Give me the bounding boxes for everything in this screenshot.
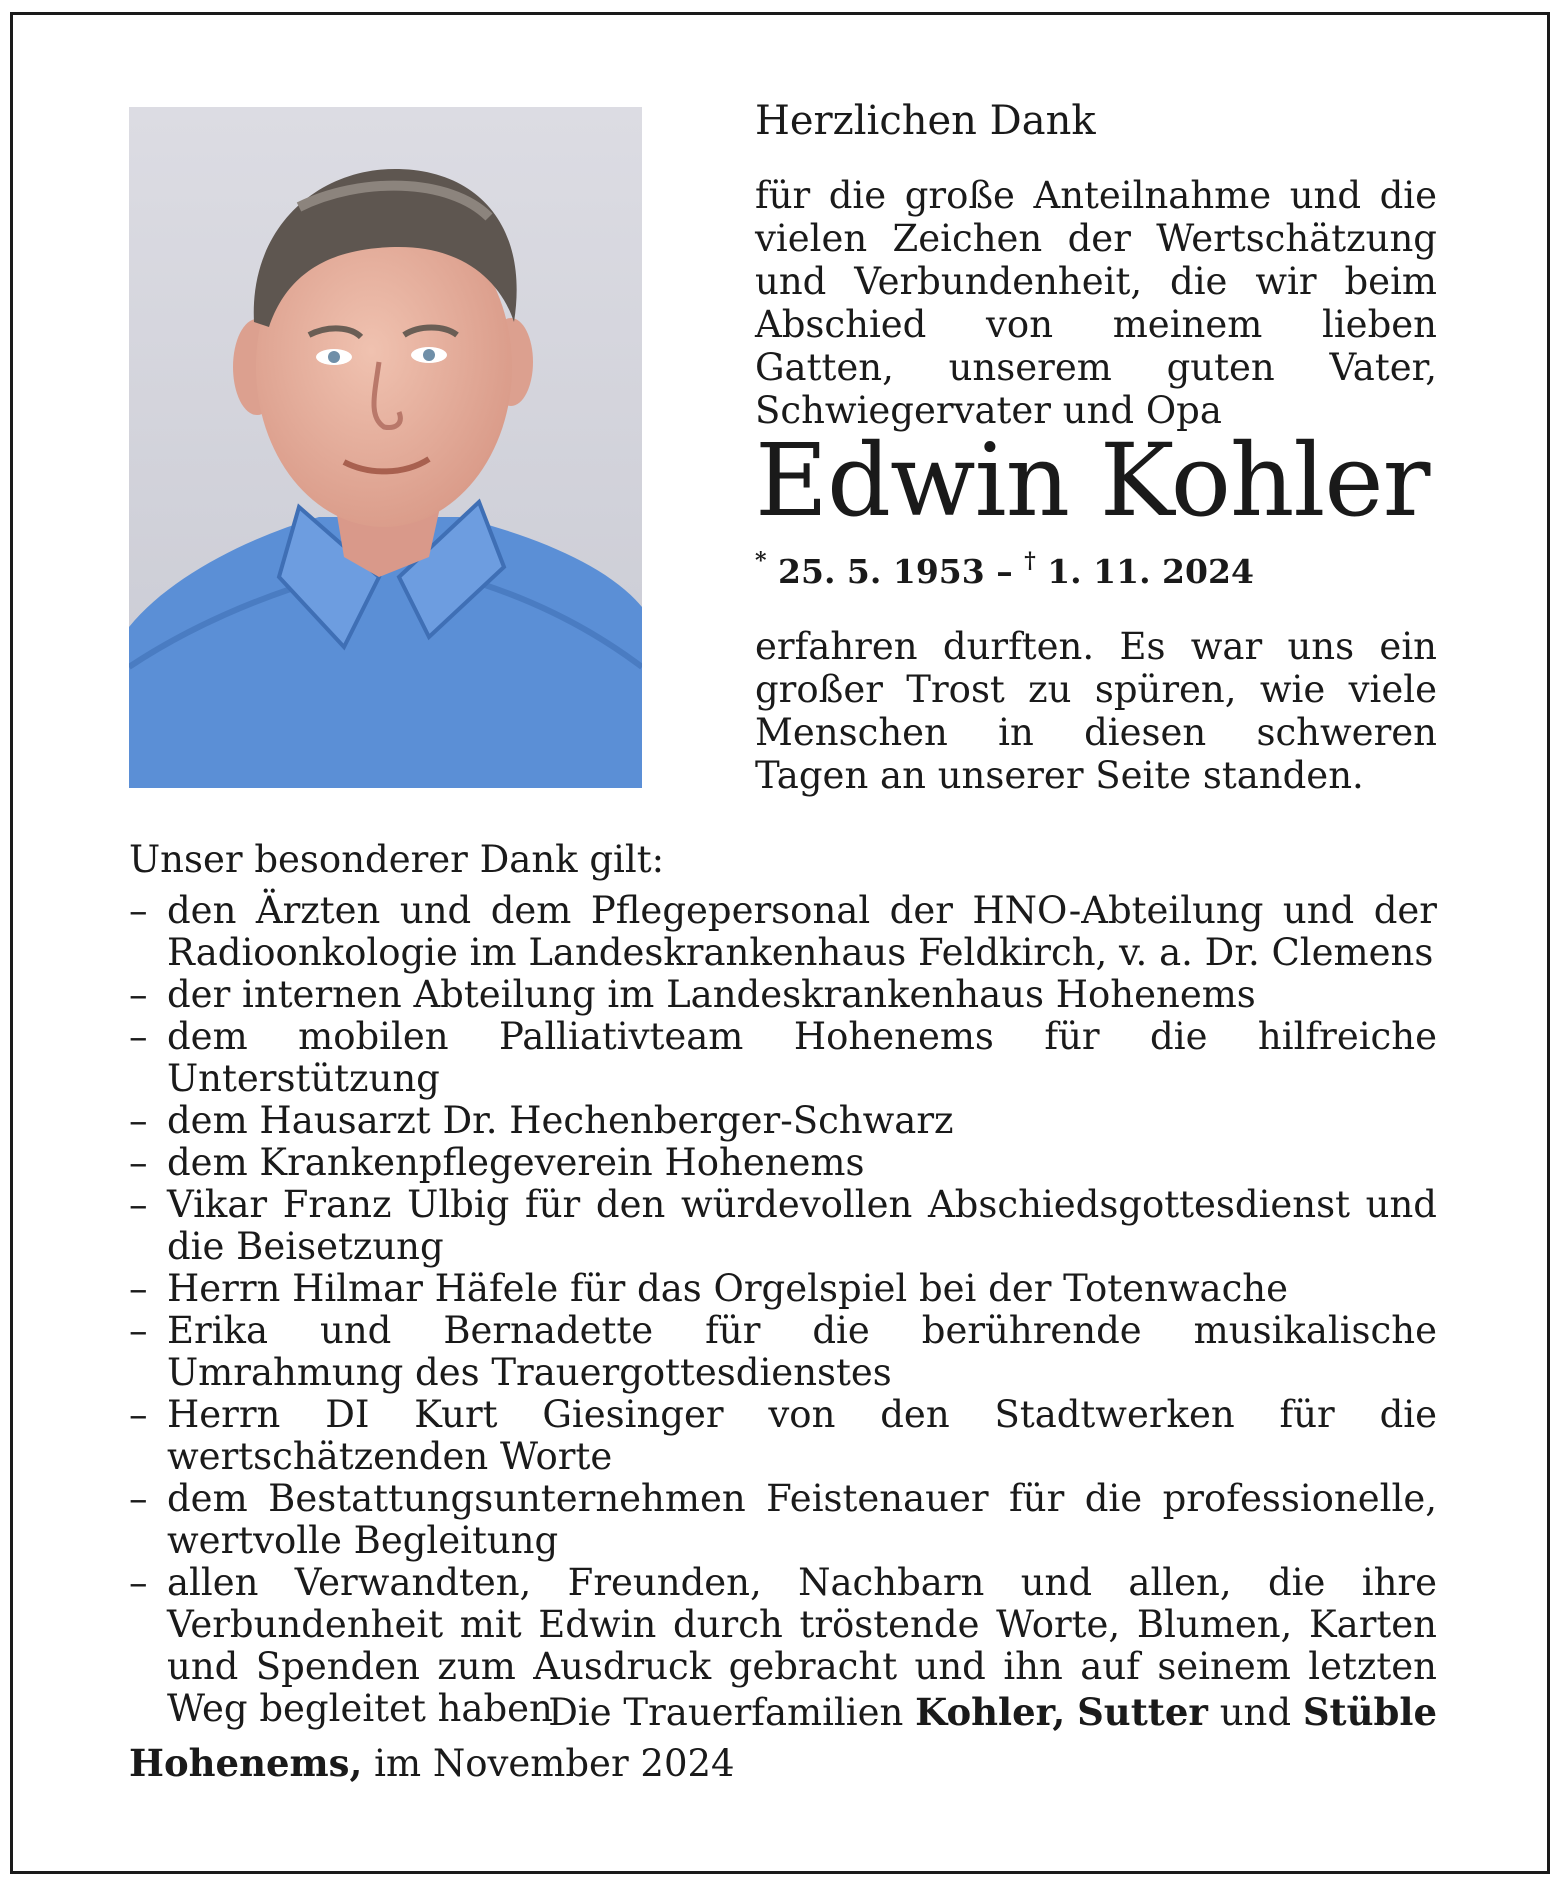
life-dates (755, 548, 1437, 591)
list-dash: – (129, 1309, 148, 1352)
list-dash: – (129, 1015, 148, 1058)
place-city: Hohenems, (129, 1741, 363, 1785)
list-dash: – (129, 1267, 148, 1310)
list-dash: – (129, 973, 148, 1016)
birth-date: 25. 5. 1953 (778, 552, 985, 591)
death-date: 1. 11. 2024 (1047, 552, 1254, 591)
intro-text: für die große Anteilnahme und die vielen Zeichen der Wertschätzung und Verbundenheit, die wir beim Abschied von meinem lieben Gatten, unserem guten Vater, Schwiegervater und Opa (755, 174, 1437, 432)
list-item: – Erika und Bernadette für die berührende musikalische Umrahmung des Trauergottesdienstes (129, 1309, 1437, 1394)
place-and-date (129, 1741, 735, 1785)
list-item: – Herrn DI Kurt Giesinger von den Stadtwerken für die wertschätzenden Worte (129, 1393, 1437, 1478)
list-dash: – (129, 1183, 148, 1226)
family-signature (548, 1690, 1437, 1734)
signature-conjunction: und (1219, 1691, 1292, 1734)
list-item: – den Ärzten und dem Pflegepersonal der HNO-Abteilung und der Radioonkologie im Landeskrankenhaus Feldkirch, v. a. Dr. Clemens (129, 889, 1437, 974)
family-name-sutter: Sutter (1077, 1690, 1208, 1734)
list-dash: – (129, 889, 148, 932)
date-separator: – (996, 552, 1013, 591)
thanks-heading: Herzlichen Dank (755, 98, 1096, 144)
list-item: – allen Verwandten, Freunden, Nachbarn und allen, die ihre Verbundenheit mit Edwin durch tröstende Worte, Blumen, Karten und Spenden zum Ausdruck gebracht und ihn auf seinem letzten Weg begleitet haben (129, 1561, 1437, 1730)
list-dash: – (129, 1561, 148, 1604)
portrait-photo (129, 107, 642, 788)
birth-symbol: * (755, 548, 767, 574)
list-dash: – (129, 1393, 148, 1436)
list-item: – dem Krankenpflegeverein Hohenems (129, 1141, 865, 1184)
after-name-text: erfahren durften. Es war uns ein großer Trost zu spüren, wie viele Menschen in diesen schweren Tagen an unserer Seite standen. (755, 625, 1437, 797)
family-name-stueble: Stüble (1302, 1690, 1437, 1734)
special-thanks-heading: Unser besonderer Dank gilt: (129, 838, 665, 881)
list-item: – dem mobilen Palliativteam Hohenems für die hilfreiche Unterstützung (129, 1015, 1437, 1100)
list-item: – Herrn Hilmar Häfele für das Orgelspiel bei der Totenwache (129, 1267, 1289, 1310)
list-item: – Vikar Franz Ulbig für den würdevollen Abschiedsgottesdienst und die Beisetzung (129, 1183, 1437, 1268)
death-symbol: † (1024, 548, 1036, 574)
list-dash: – (129, 1477, 148, 1520)
list-dash: – (129, 1141, 148, 1184)
place-date: im November 2024 (374, 1742, 735, 1785)
list-item: – dem Bestattungsunternehmen Feistenauer für die professionelle, wertvolle Begleitung (129, 1477, 1437, 1562)
list-item: – der internen Abteilung im Landeskrankenhaus Hohenems (129, 973, 1256, 1016)
thanks-list (129, 890, 1437, 1730)
signature-prefix: Die Trauerfamilien (548, 1691, 904, 1734)
list-dash: – (129, 1099, 148, 1142)
portrait-illustration (129, 107, 642, 788)
family-name-kohler: Kohler, (915, 1690, 1066, 1734)
list-item: – dem Hausarzt Dr. Hechenberger-Schwarz (129, 1099, 954, 1142)
deceased-name: Edwin Kohler (755, 422, 1430, 539)
